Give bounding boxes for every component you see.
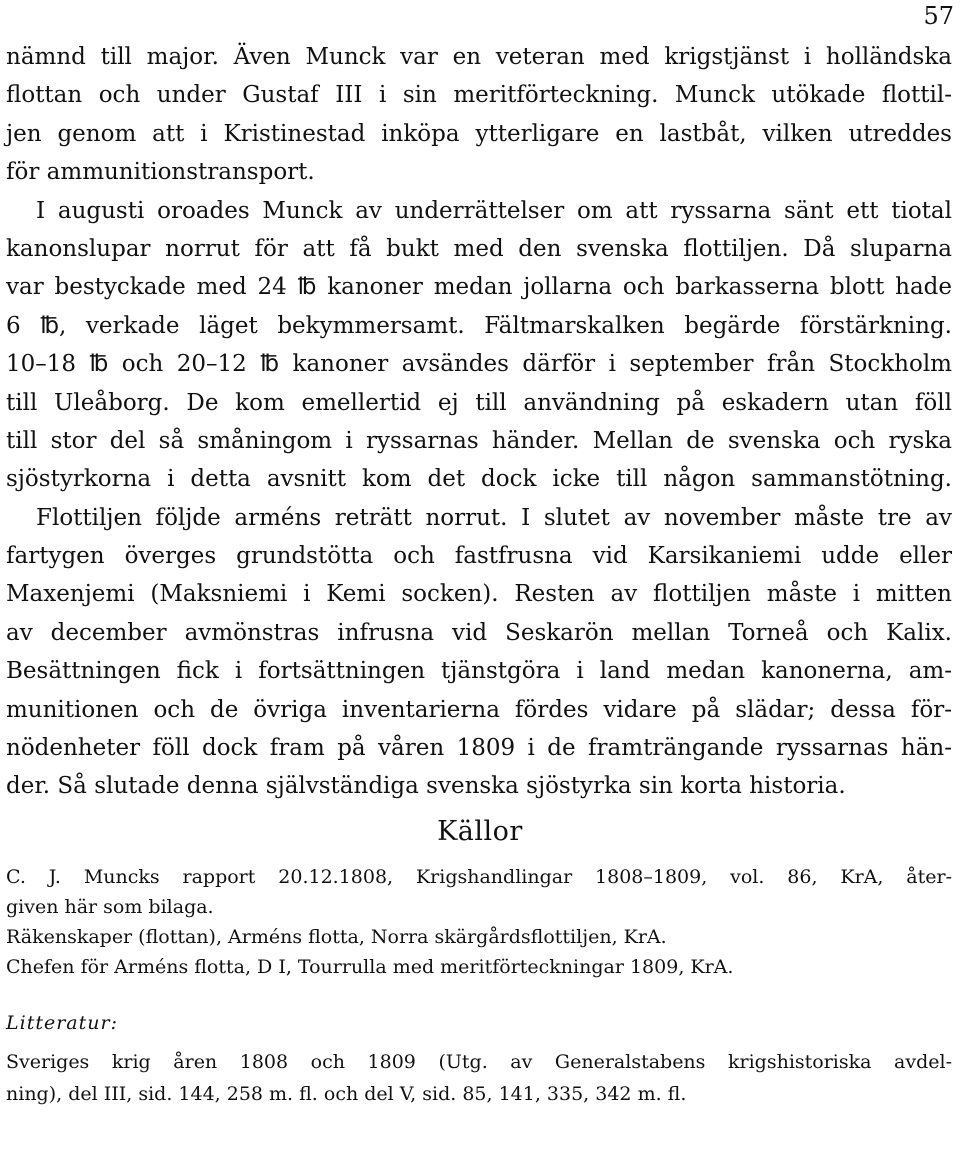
sources-heading: Källor — [437, 816, 523, 847]
body-line: fartygen överges grundstötta och fastfrusna vid Karsikaniemi udde eller — [6, 543, 952, 570]
source-line: given här som bilaga. — [6, 896, 214, 918]
body-line: nödenheter föll dock fram på våren 1809 i de framträngande ryssarnas hän- — [6, 735, 952, 762]
literature-label: Litteratur: — [6, 1012, 118, 1034]
body-line: Flottiljen följde arméns reträtt norrut. I slutet av november måste tre av — [36, 504, 952, 531]
page-number: 57 — [923, 2, 954, 30]
source-line: C. J. Muncks rapport 20.12.1808, Krigshandlingar 1808–1809, vol. 86, KrA, åter- — [6, 866, 952, 888]
body-line: var bestyckade med 24 ℔ kanoner medan jollarna och barkasserna blott hade — [6, 274, 952, 301]
literature-list — [6, 1046, 952, 1110]
body-line: I augusti oroades Munck av underrättelser om att ryssarna sänt ett tiotal — [36, 197, 952, 224]
source-line: Chefen för Arméns flotta, D I, Tourrulla med meritförteckningar 1809, KrA. — [6, 956, 734, 978]
body-line: Maxenjemi (Maksniemi i Kemi socken). Resten av flottiljen måste i mitten — [6, 581, 952, 608]
source-line: Räkenskaper (flottan), Arméns flotta, Norra skärgårdsflottiljen, KrA. — [6, 926, 667, 948]
body-line: munitionen och de övriga inventarierna fördes vidare på slädar; dessa för- — [6, 696, 952, 723]
body-line: kanonslupar norrut för att få bukt med den svenska flottiljen. Då sluparna — [6, 235, 952, 262]
literature-line: Sveriges krig åren 1808 och 1809 (Utg. av Generalstabens krigshistoriska avdel- — [6, 1051, 952, 1073]
body-line: sjöstyrkorna i detta avsnitt kom det dock icke till någon sammanstötning. — [6, 466, 952, 493]
body-line: för ammunitionstransport. — [6, 159, 315, 186]
body-line: 6 ℔, verkade läget bekymmersamt. Fältmarskalken begärde förstärkning. — [6, 312, 952, 339]
body-line: flottan och under Gustaf III i sin meritförteckning. Munck utökade flottil- — [6, 82, 952, 109]
body-text — [6, 38, 952, 806]
body-line: nämnd till major. Även Munck var en veteran med krigstjänst i holländska — [6, 44, 952, 70]
body-line: till Uleåborg. De kom emellertid ej till användning på eskadern utan föll — [6, 389, 952, 416]
literature-line: ning), del III, sid. 144, 258 m. fl. och del V, sid. 85, 141, 335, 342 m. fl. — [6, 1083, 687, 1105]
body-line: jen genom att i Kristinestad inköpa ytterligare en lastbåt, vilken utreddes — [6, 120, 952, 147]
body-line: till stor del så småningom i ryssarnas händer. Mellan de svenska och ryska — [6, 427, 952, 454]
body-line: Besättningen fick i fortsättningen tjänstgöra i land medan kanonerna, am- — [6, 658, 952, 685]
body-line: der. Så slutade denna självständiga svenska sjöstyrka sin korta historia. — [6, 773, 846, 800]
body-line: 10–18 ℔ och 20–12 ℔ kanoner avsändes därför i september från Stockholm — [6, 351, 952, 378]
sources-list — [6, 862, 952, 982]
body-line: av december avmönstras infrusna vid Seskarön mellan Torneå och Kalix. — [6, 619, 952, 646]
